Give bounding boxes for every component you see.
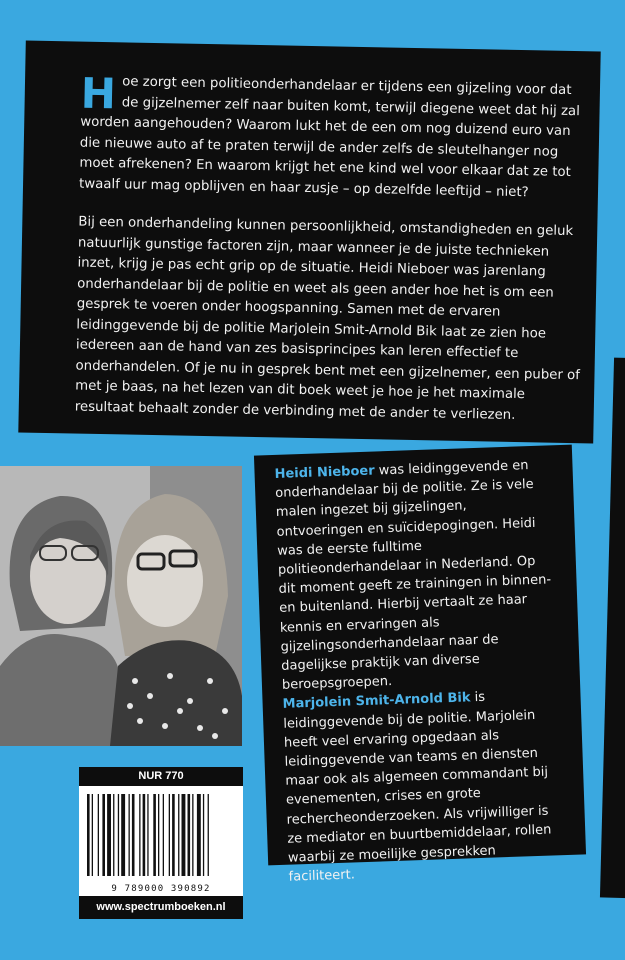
author2-bio-text: is leidinggevende bij de politie. Marjolein heeft veel ervaring opgedaan als leidinggevende van teams en diensten maar ook als algemeen commandant bij evenementen, crises en grote rechercheonderzoeken. Als vrijwilliger is ze mediator en buurtbemiddelaar, rollen waarbij ze moeilijke gesprekken faciliteert.: [283, 690, 552, 885]
barcode-bar: [203, 794, 204, 876]
barcode-bar: [178, 794, 179, 876]
authors-photo: [0, 466, 242, 746]
drop-cap: H: [80, 68, 117, 119]
isbn-digits: 9 789000 390892: [111, 884, 211, 894]
bio-text-box: [254, 445, 586, 885]
nur-code: NUR 770: [79, 767, 243, 786]
intro-paragraph-1: [78, 68, 591, 205]
author2-name: Marjolein Smit-Arnold Bik: [282, 690, 471, 713]
barcode-bar: [143, 794, 146, 876]
barcode-bar: [172, 794, 175, 876]
barcode-bar: [129, 794, 130, 876]
barcode-bars: [79, 786, 243, 881]
barcode-bar: [208, 794, 209, 876]
decorative-edge-box: [600, 358, 625, 899]
barcode-bar: [158, 794, 159, 876]
barcode-bar: [92, 794, 93, 876]
barcode-bar: [132, 794, 135, 876]
barcode-bar: [102, 794, 105, 876]
barcode-bar: [139, 794, 140, 876]
author2-bio: [282, 686, 565, 888]
barcode-bar: [192, 794, 193, 876]
publisher-website: www.spectrumboeken.nl: [79, 896, 243, 919]
barcode-bar: [163, 794, 164, 876]
intro-paragraph-1-text: oe zorgt een politieonderhandelaar er tijdens een gijzeling voor dat de gijzelnemer zelf naar buiten komt, terwijl diegene weet dat hij zal worden aangehouden? Waarom lukt het de een om nog duizend euro van die nieuwe auto af te praten terwijl de ander zelfs de sleutelhanger nog moet afrekenen? En waarom krijgt het ene kind wel voor elkaar dat ze tot twaalf uur mag opblijven en haar zusje – op dezelfde leeftijd – niet?: [78, 74, 581, 200]
intro-paragraph-2: Bij een onderhandeling kunnen persoonlijkheid, omstandigheden en geluk natuurlijk gunstige factoren zijn, maar wanneer je de juiste technieken inzet, krijg je pas echt grip op de situatie. Heidi Nieboer was jarenlang onderhandelaar bij de politie en weet als geen ander hoe het is om een gesprek te voeren onder hoogspanning. Samen met de ervaren leidinggevende bij de politie Marjolein Smit-Arnold Bik laat ze zien hoe iedereen aan de hand van zes basisprincipes kan leren effectief te onderhandelen. Of je nu in gesprek bent met een gijzelnemer, een puber of met je baas, na het lezen van dit boek weet je hoe je het maximale resultaat behaalt zonder de verbinding met de ander te verliezen.: [74, 214, 581, 423]
barcode-bar: [182, 794, 186, 876]
barcode-bar: [188, 794, 191, 876]
barcode-bar: [113, 794, 114, 876]
barcode-bar: [118, 794, 119, 876]
barcode-bar: [121, 794, 125, 876]
barcode-bar: [197, 794, 201, 876]
bio-text: [274, 455, 565, 887]
barcode-bar: [107, 794, 111, 876]
intro-text: [74, 68, 591, 446]
barcode-bar: [98, 794, 99, 876]
barcode-bar: [169, 794, 170, 876]
barcode-bar: [153, 794, 156, 876]
barcode-block: [79, 767, 243, 919]
barcode: [79, 786, 243, 896]
author1-name: Heidi Nieboer: [274, 463, 375, 482]
intro-text-box: [18, 41, 600, 444]
authors-photo-illustration: [0, 466, 242, 746]
barcode-bar: [87, 794, 90, 876]
author1-bio-text: was leidinggevende en onderhandelaar bij de politie. Ze is vele malen ingezet bij gijzelingen, ontvoeringen en suïcidepogingen. Heidi was de eerste fulltime politieonderhandelaar in Nederland. Op dit moment geeft ze trainingen in binnen- en buitenland. Hierbij vertaalt ze haar kennis en ervaringen als gijzelingsonderhandelaar naar de dagelijkse praktijk van diverse beroepsgroepen.: [275, 458, 552, 694]
barcode-bar: [147, 794, 148, 876]
author1-bio: [274, 455, 558, 695]
